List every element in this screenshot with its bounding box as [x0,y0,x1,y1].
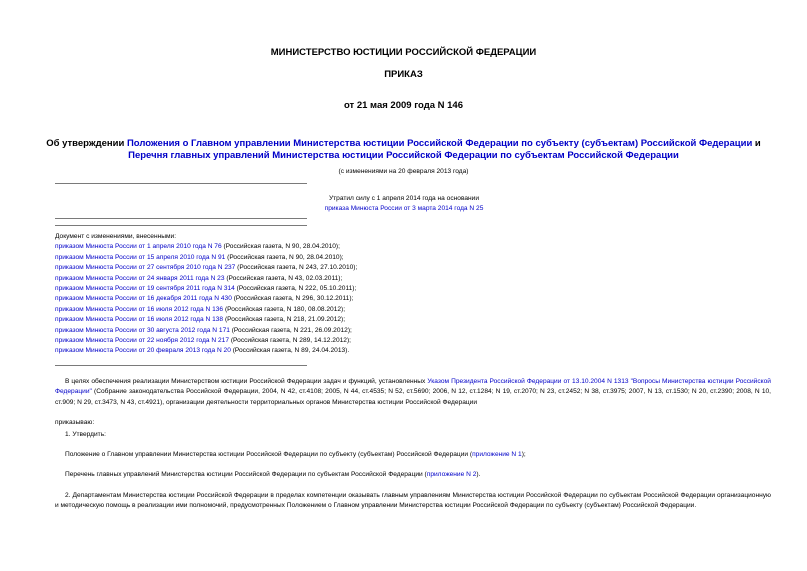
list-item: приказом Минюста России от 15 апреля 2010 года N 91 (Российская газета, N 90, 28.04.2010); [55,253,344,261]
divider [55,365,307,366]
clause-1: 1. Утвердить: [65,431,106,438]
divider [55,225,307,226]
amendment-link[interactable]: приказом Минюста России от 27 сентября 2010 года N 237 [55,264,236,272]
list-item: приказом Минюста России от 16 декабря 2011 года N 430 (Российская газета, N 296, 30.12.2011); [55,295,354,303]
changed-note: (с изменениями на 20 февраля 2013 года) [338,168,469,175]
divider [55,218,307,219]
divider [55,183,307,184]
decree-link[interactable]: Указом Президента Российской Федерации от 13.10.2004 N 1313 "Вопросы Министерства юстиции Российской Федерации" [55,378,771,396]
clause-2: 2. Департаментам Министерства юстиции Российской Федерации в пределах компетенции оказывать главным управлениям Министерства юстиции Российской Федерации по субъектам Российской Федерации организационную и методическую помощь в реализации ими полномочий, предусмотренных Положением о Главном управлении Министерства юстиции Российской Федерации по субъекту (субъектам) Российской Федерации. [55,492,771,510]
list-link[interactable]: Перечня главных управлений Министерства юстиции Российской Федерации по субъектам Российской Федерации [128,150,679,161]
amendment-link[interactable]: приказом Минюста России от 20 февраля 2013 года N 20 [55,347,231,355]
lost-force-note [310,194,498,215]
amendment-link[interactable]: приказом Минюста России от 30 августа 2012 года N 171 [55,326,230,334]
document-title [28,138,779,162]
list-item: приказом Минюста России от 30 августа 2012 года N 171 (Российская газета, N 221, 26.09.2012); [55,326,352,334]
lost-force-link[interactable]: приказа Минюста России от 3 марта 2014 года N 25 [324,205,484,213]
list-item: приказом Минюста России от 27 сентября 2010 года N 237 (Российская газета, N 243, 27.10.2010); [55,264,358,272]
amendment-link[interactable]: приказом Минюста России от 24 января 2011 года N 23 [55,274,225,282]
amendment-link[interactable]: приказом Минюста России от 16 июля 2012 года N 136 [55,305,224,313]
list-item: приказом Минюста России от 24 января 2011 года N 23 (Российская газета, N 43, 02.03.2011); [55,274,343,282]
amendment-link[interactable]: приказом Минюста России от 15 апреля 2010 года N 91 [55,253,226,261]
changes-list [55,232,357,357]
order-word: приказываю: [55,419,95,426]
clause-1-item-2: Перечень главных управлений Министерства юстиции Российской Федерации по субъектам Российской Федерации (приложение N 2). [65,471,481,478]
list-item: приказом Минюста России от 16 июля 2012 года N 138 (Российская газета, N 218, 21.09.2012); [55,316,346,324]
amendment-link[interactable]: приказом Минюста России от 16 декабря 2011 года N 430 [55,295,232,303]
order-heading: ПРИКАЗ [384,69,423,80]
amendment-link[interactable]: приказом Минюста России от 1 апреля 2010 года N 76 [55,243,222,251]
amendment-link[interactable]: приказом Минюста России от 22 ноября 2012 года N 217 [55,337,230,345]
ministry-heading: МИНИСТЕРСТВО ЮСТИЦИИ РОССИЙСКОЙ ФЕДЕРАЦИИ [270,47,537,58]
title-prefix: Об утверждении [46,138,127,149]
amendment-link[interactable]: приказом Минюста России от 19 сентября 2011 года N 314 [55,285,235,293]
list-item: приказом Минюста России от 19 сентября 2011 года N 314 (Российская газета, N 222, 05.10.2011); [55,285,357,293]
appendix-2-link[interactable]: приложение N 2 [426,471,477,478]
preamble-paragraph: В целях обеспечения реализации Министерством юстиции Российской Федерации задач и функций, установленных Указом Президента Российской Федерации от 13.10.2004 N 1313 "Вопросы Министерства юстиции Российской Федерации" (Собрание законодательства Российской Федерации, 2004, N 42, ст.4108; 2005, N 44, ст.4535; N 52, ст.5690; 2006, N 12, ст.1284; N 19, ст.2070; N 23, ст.2452; N 38, ст.3975; 2007, N 13, ст.1530; N 20, ст.2390; 2008, N 10, ст.909; N 29, ст.3473, N 43, ст.4921), организации деятельности территориальных органов Министерства юстиции Российской Федерации [55,378,771,406]
list-item: приказом Минюста России от 16 июля 2012 года N 136 (Российская газета, N 180, 08.08.2012); [55,305,346,313]
title-middle: и [752,138,761,149]
lost-force-text: Утратил силу с 1 апреля 2014 года на основании [328,195,480,202]
amendment-link[interactable]: приказом Минюста России от 16 июля 2012 года N 138 [55,316,224,324]
changes-heading: Документ с изменениями, внесенными: [55,233,177,240]
list-item: приказом Минюста России от 22 ноября 2012 года N 217 (Российская газета, N 289, 14.12.2012); [55,337,351,345]
list-item: приказом Минюста России от 1 апреля 2010 года N 76 (Российская газета, N 90, 28.04.2010); [55,243,340,251]
clause-1-item-1: Положение о Главном управлении Министерства юстиции Российской Федерации по субъекту (субъектам) Российской Федерации (приложение N 1); [65,451,526,458]
appendix-1-link[interactable]: приложение N 1 [472,451,522,458]
regulation-link[interactable]: Положения о Главном управлении Министерства юстиции Российской Федерации по субъекту (субъектам) Российской Федерации [126,138,753,149]
list-item: приказом Минюста России от 20 февраля 2013 года N 20 (Российская газета, N 89, 24.04.2013). [55,347,350,355]
order-date: от 21 мая 2009 года N 146 [343,100,464,111]
